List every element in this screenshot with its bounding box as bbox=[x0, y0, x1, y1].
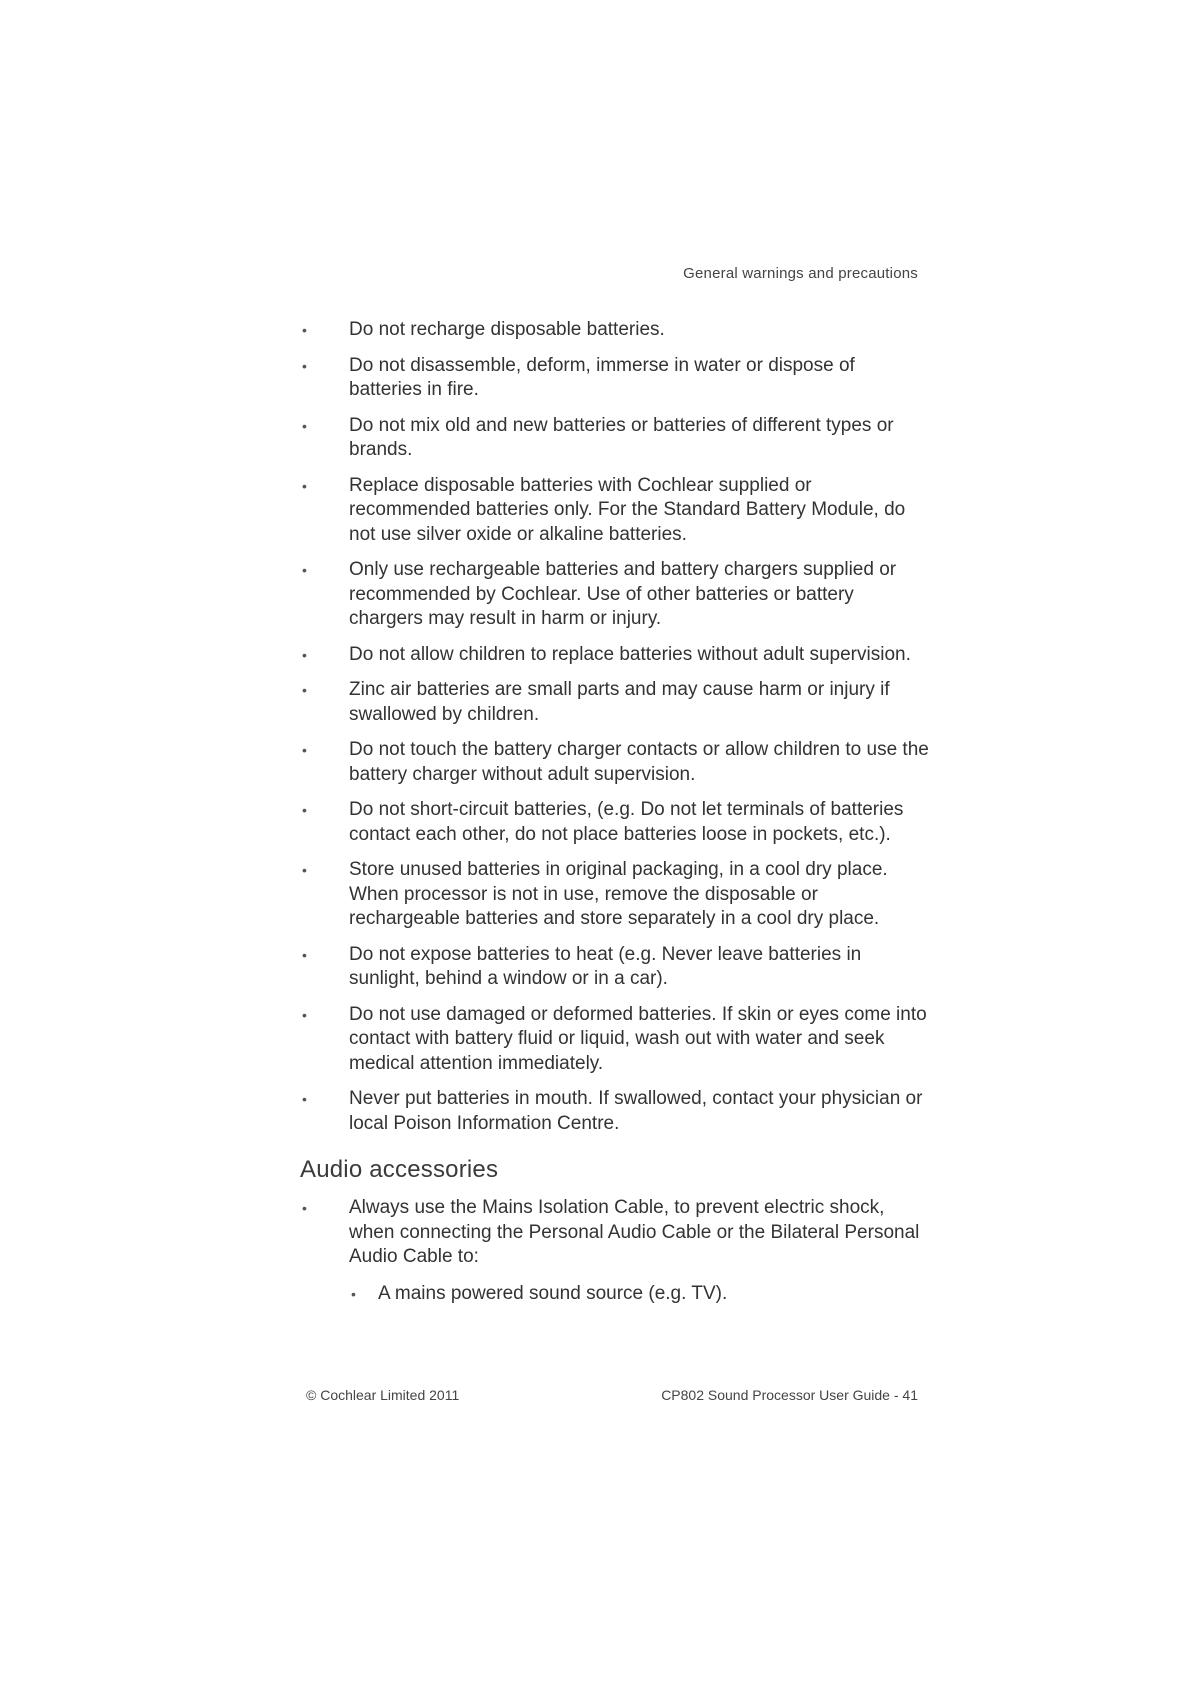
bullet-icon: • bbox=[302, 357, 307, 374]
list-item bbox=[300, 738, 930, 787]
page-content bbox=[300, 318, 930, 1317]
list-item-text: Do not expose batteries to heat (e.g. Never leave batteries in sunlight, behind a window or in a car). bbox=[349, 943, 862, 989]
list-item bbox=[300, 943, 930, 992]
section-heading-audio-accessories: Audio accessories bbox=[300, 1156, 499, 1183]
bullet-icon: • bbox=[302, 862, 307, 878]
list-item-text: Do not touch the battery charger contacts or allow children to use the battery charger without adult supervision. bbox=[349, 739, 929, 785]
bullet-icon: • bbox=[302, 742, 307, 758]
running-header: General warnings and precautions bbox=[683, 265, 918, 282]
list-item bbox=[300, 558, 930, 632]
list-item bbox=[300, 1003, 930, 1077]
bullet-icon: • bbox=[302, 646, 307, 663]
list-item-text: Replace disposable batteries with Cochlear supplied or recommended batteries only. For the Standard Battery Module, do not use silver oxide or alkaline batteries. bbox=[349, 474, 906, 545]
list-item-text: Do not short-circuit batteries, (e.g. Do not let terminals of batteries contact each other, do not place batteries loose in pockets, etc.). bbox=[349, 799, 904, 845]
bullet-icon: • bbox=[302, 946, 307, 963]
list-item bbox=[300, 318, 930, 343]
list-item-text: Always use the Mains Isolation Cable, to prevent electric shock, when connecting the Personal Audio Cable or the Bilateral Personal Audio Cable to: bbox=[349, 1197, 920, 1267]
list-item-text: Do not mix old and new batteries or batteries of different types or brands. bbox=[349, 414, 894, 460]
list-item bbox=[300, 1087, 930, 1136]
sub-list-item-text: A mains powered sound source (e.g. TV). bbox=[378, 1282, 728, 1304]
bullet-icon: • bbox=[302, 417, 307, 434]
footer-page-number: CP802 Sound Processor User Guide - 41 bbox=[661, 1387, 918, 1403]
list-item-text: Only use rechargeable batteries and battery chargers supplied or recommended by Cochlear. Use of other batteries or battery chargers may result in harm or injury. bbox=[349, 559, 897, 629]
bullet-icon: • bbox=[302, 322, 307, 338]
bullet-icon: • bbox=[302, 1006, 307, 1023]
list-item-text: Do not disassemble, deform, immerse in water or dispose of batteries in fire. bbox=[349, 354, 855, 400]
bullet-icon: • bbox=[302, 477, 307, 494]
list-item bbox=[300, 798, 930, 847]
list-item-text: Do not use damaged or deformed batteries. If skin or eyes come into contact with battery fluid or liquid, wash out with water and seek medical attention immediately. bbox=[349, 1003, 927, 1074]
bullet-icon: • bbox=[302, 802, 307, 818]
list-item bbox=[300, 1196, 930, 1306]
list-item-text: Do not recharge disposable batteries. bbox=[349, 319, 665, 340]
bullet-icon: • bbox=[302, 1091, 307, 1107]
list-item-text: Zinc air batteries are small parts and may cause harm or injury if swallowed by children. bbox=[349, 679, 890, 725]
battery-warnings-list bbox=[300, 318, 930, 1136]
list-item bbox=[300, 354, 930, 403]
audio-sub-list bbox=[349, 1282, 930, 1307]
bullet-icon: • bbox=[302, 1200, 307, 1216]
list-item bbox=[300, 678, 930, 727]
audio-accessories-list bbox=[300, 1196, 930, 1306]
footer-copyright: © Cochlear Limited 2011 bbox=[306, 1387, 460, 1403]
list-item bbox=[300, 414, 930, 463]
list-item bbox=[300, 643, 930, 668]
list-item-text: Store unused batteries in original packaging, in a cool dry place. When processor is not in use, remove the disposable or rechargeable batteries and store separately in a cool dry place. bbox=[349, 859, 888, 929]
sub-list-item bbox=[349, 1282, 930, 1307]
bullet-icon: • bbox=[351, 1285, 356, 1302]
list-item bbox=[300, 474, 930, 548]
list-item-text: Do not allow children to replace batteries without adult supervision. bbox=[349, 643, 911, 665]
bullet-icon: • bbox=[302, 682, 307, 698]
list-item bbox=[300, 858, 930, 932]
bullet-icon: • bbox=[302, 562, 307, 578]
list-item-text: Never put batteries in mouth. If swallowed, contact your physician or local Poison Information Centre. bbox=[349, 1088, 923, 1134]
